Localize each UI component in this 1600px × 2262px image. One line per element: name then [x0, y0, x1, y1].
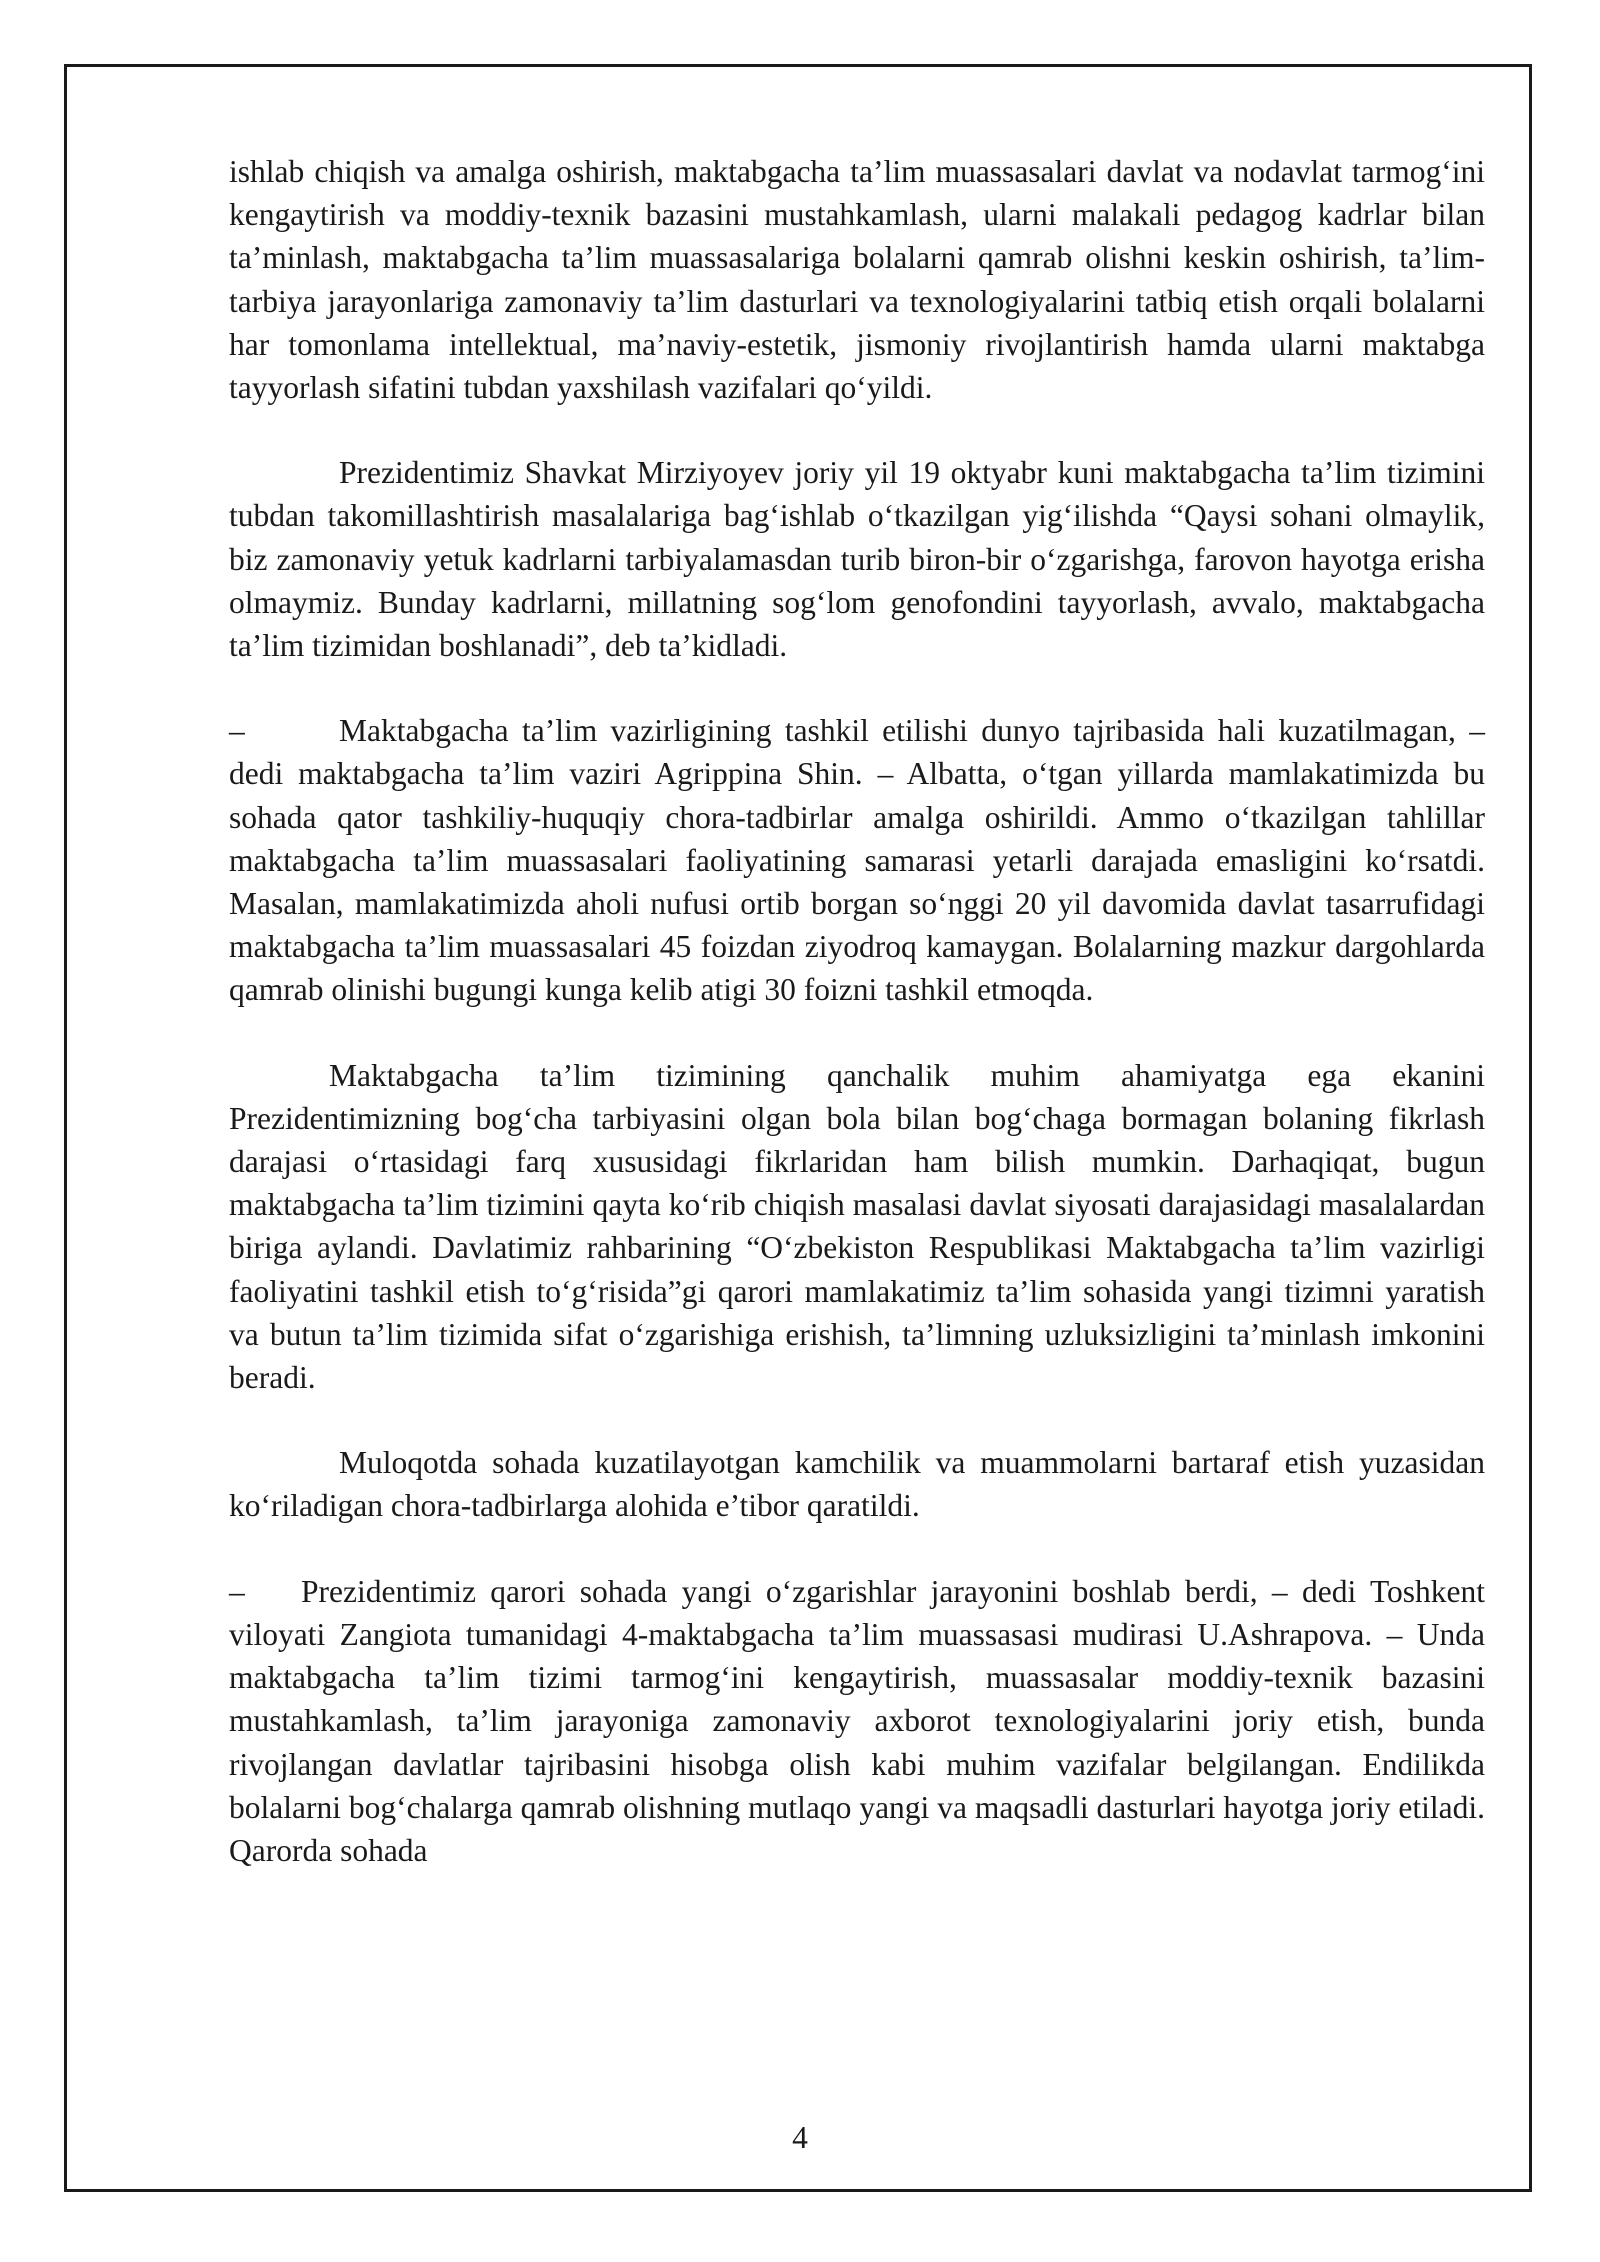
document-body [229, 150, 1485, 1914]
page-number: 4 [792, 2120, 808, 2155]
paragraph-6-text: Prezidentimiz qarori sohada yangi o‘zgarishlar jarayonini boshlab berdi, – dedi Toshkent viloyati Zangiota tumanidagi 4-maktabgacha ta’lim muassasasi mudirasi U.Ashrapova. – Unda maktabgacha ta’lim tizimi tarmog‘ini kengaytirish, muassasalar moddiy-texnik bazasini mustahkamlash, ta’lim jarayoniga zamonaviy axborot texnologiyalarini joriy etish, bunda rivojlangan davlatlar tajribasini hisobga olish kabi muhim vazifalar belgilangan. Endilikda bolalarni bog‘chalarga qamrab olishning mutlaqo yangi va maqsadli dasturlari hayotga joriy etiladi. Qarorda sohada [229, 1573, 1485, 1868]
dash-mark: – [229, 713, 245, 749]
paragraph-1: ishlab chiqish va amalga oshirish, maktabgacha ta’lim muassasalari davlat va nodavlat tarmog‘ini kengaytirish va moddiy-texnik bazasini mustahkamlash, ularni malakali pedagog kadrlar bilan ta’minlash, maktabgacha ta’lim muassasalariga bolalarni qamrab olishni keskin oshirish, ta’lim-tarbiya jarayonlariga zamonaviy ta’lim dasturlari va texnologiyalarini tatbiq etish orqali bolalarni har tomonlama intellektual, ma’naviy-estetik, jismoniy rivojlantirish hamda ularni maktabga tayyorlash sifatini tubdan yaxshilash vazifalari qo‘yildi. [229, 154, 1485, 406]
paragraph-6 [229, 1570, 1485, 1872]
paragraph-3-text: Maktabgacha ta’lim vazirligining tashkil etilishi dunyo tajribasida hali kuzatilmagan, – dedi maktabgacha ta’lim vaziri Agrippina Shin. – Albatta, o‘tgan yillarda mamlakatimizda bu sohada qator tashkiliy-huquqiy chora-tadbirlar amalga oshirildi. Ammo o‘tkazilgan tahlillar maktabgacha ta’lim muassasalari faoliyatining samarasi yetarli darajada emasligini ko‘rsatdi. Masalan, mamlakatimizda aholi nufusi ortib borgan so‘nggi 20 yil davomida davlat tasarrufidagi maktabgacha ta’lim muassasalari 45 foizdan ziyodroq kamaygan. Bolalarning mazkur dargohlarda qamrab olinishi bugungi kunga kelib atigi 30 foizni tashkil etmoqda. [229, 713, 1485, 1008]
paragraph-3 [229, 709, 1485, 1011]
paragraph-4: Maktabgacha ta’lim tizimining qanchalik muhim ahamiyatga ega ekanini Prezidentimizning bog‘cha tarbiyasini olgan bola bilan bog‘chaga bormagan bolaning fikrlash darajasi o‘rtasidagi farq xususidagi fikrlaridan ham bilish mumkin. Darhaqiqat, bugun maktabgacha ta’lim tizimini qayta ko‘rib chiqish masalasi davlat siyosati darajasidagi masalalardan biriga aylandi. Davlatimiz rahbarining “O‘zbekiston Respublikasi Maktabgacha ta’lim vazirligi faoliyatini tashkil etish to‘g‘risida”gi qarori mamlakatimiz ta’lim sohasida yangi tizimni yaratish va butun ta’lim tizimida sifat o‘zgarishiga erishish, ta’limning uzluksizligini ta’minlash imkonini beradi. [229, 1057, 1485, 1396]
dash-mark: – [229, 1573, 245, 1609]
paragraph-2: Prezidentimiz Shavkat Mirziyoyev joriy yil 19 oktyabr kuni maktabgacha ta’lim tizimini tubdan takomillashtirish masalalariga bag‘ishlab o‘tkazilgan yig‘ilishda “Qaysi sohani olmaylik, biz zamonaviy yetuk kadrlarni tarbiyalamasdan turib biron-bir o‘zgarishga, farovon hayotga erisha olmaymiz. Bunday kadrlarni, millatning sog‘lom genofondini tayyorlash, avvalo, maktabgacha ta’lim tizimidan boshlanadi”, deb ta’kidladi. [229, 455, 1485, 664]
paragraph-5: Muloqotda sohada kuzatilayotgan kamchilik va muammolarni bartaraf etish yuzasidan ko‘riladigan chora-tadbirlarga alohida e’tibor qaratildi. [229, 1445, 1485, 1524]
